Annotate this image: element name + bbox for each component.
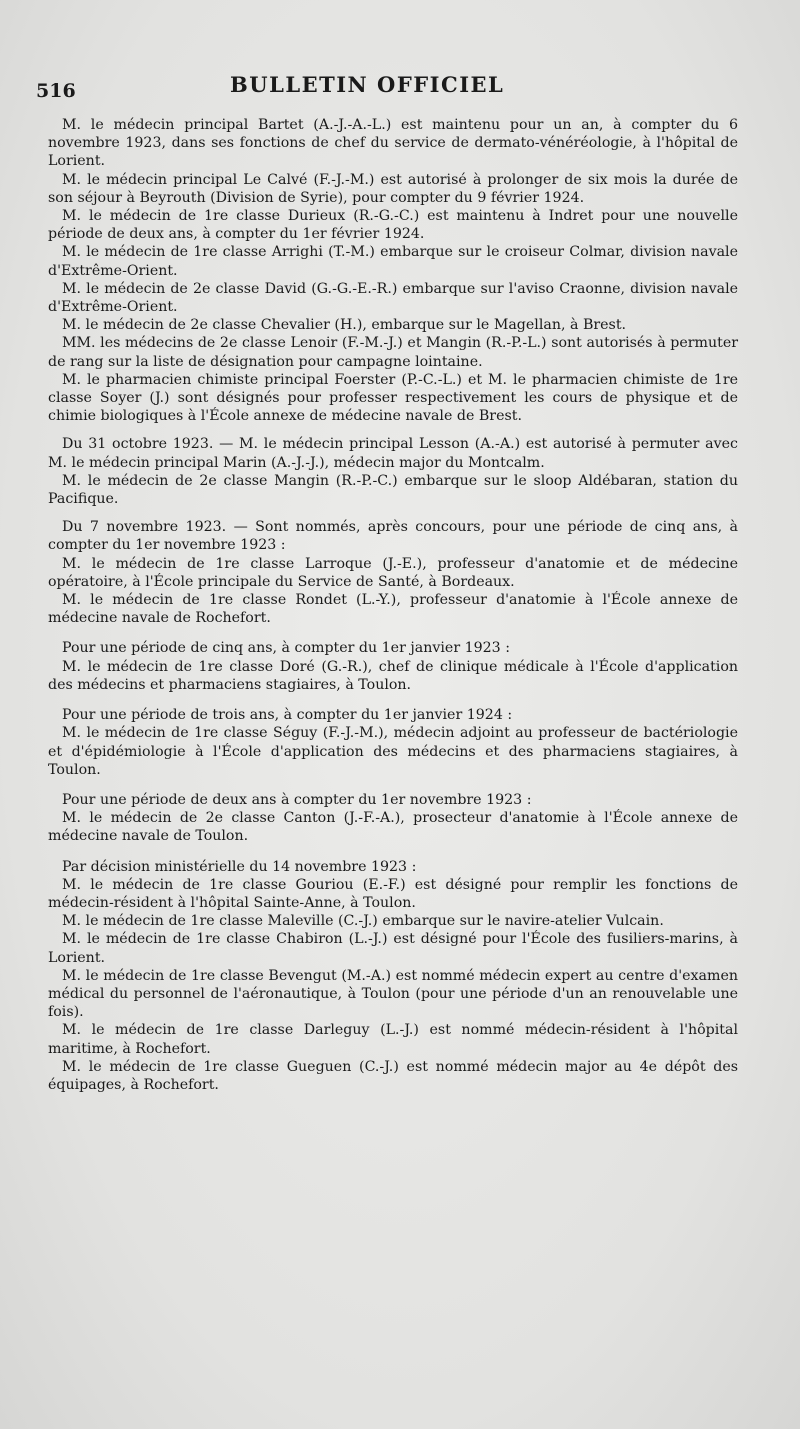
paragraph: M. le médecin de 1re classe Gueguen (C.-J.) est nommé médecin major au 4e dépôt des équipages, à Rochefort. — [48, 1058, 738, 1093]
paragraph: M. le médecin de 1re classe Séguy (F.-J.-M.), médecin adjoint au professeur de bactériologie et d'épidémiologie à l'École d'application des médecins et des pharmaciens stagiaires, à Toulon. — [48, 725, 738, 778]
paragraph: M. le médecin de 1re classe Gouriou (E.-F.) est désigné pour remplir les fonctions de médecin-résident à l'hôpital Sainte-Anne, à Toulon. — [48, 876, 738, 911]
paragraph: M. le médecin de 1re classe Bevengut (M.-A.) est nommé médecin expert au centre d'examen médical du personnel de l'aéronautique, à Toulon (pour une période d'un an renouvelable une fois). — [48, 967, 738, 1021]
section-heading: Pour une période de trois ans, à compter du 1er janvier 1924 : — [62, 707, 513, 724]
paragraph: MM. les médecins de 2e classe Lenoir (F.-M.-J.) et Mangin (R.-P.-L.) sont autorisés à permuter de rang sur la liste de désignation pour campagne lointaine. — [48, 335, 738, 370]
paragraph: M. le médecin de 2e classe Mangin (R.-P.-C.) embarque sur le sloop Aldébaran, station du Pacifique. — [48, 472, 738, 508]
paragraph: Du 7 novembre 1923. — Sont nommés, après concours, pour une période de cinq ans, à compter du 1er novembre 1923 : — [48, 519, 738, 554]
paragraph: M. le médecin de 1re classe Maleville (C.-J.) embarque sur le navire-atelier Vulcain. — [62, 913, 664, 930]
body-text — [48, 116, 738, 1094]
paragraph: M. le médecin de 2e classe Chevalier (H.), embarque sur le Magellan, à Brest. — [62, 317, 627, 334]
paragraph: M. le médecin de 1re classe Rondet (L.-Y.), professeur d'anatomie à l'École annexe de médecine navale de Rochefort. — [48, 592, 738, 627]
paragraph: M. le médecin de 1re classe Larroque (J.-E.), professeur d'anatomie et de médecine opératoire, à l'École principale du Service de Santé, à Bordeaux. — [48, 555, 738, 590]
paragraph: M. le médecin de 1re classe Durieux (R.-G.-C.) est maintenu à Indret pour une nouvelle période de deux ans, à compter du 1er février 1924. — [48, 208, 738, 243]
paragraph: Du 31 octobre 1923. — M. le médecin principal Lesson (A.-A.) est autorisé à permuter avec M. le médecin principal Marin (A.-J.-J.), médecin major du Montcalm. — [48, 436, 738, 471]
section-heading: Pour une période de deux ans à compter du 1er novembre 1923 : — [62, 791, 532, 808]
section-heading: Pour une période de cinq ans, à compter du 1er janvier 1923 : — [62, 640, 511, 657]
journal-title: BULLETIN OFFICIEL — [230, 72, 505, 97]
paragraph: M. le médecin principal Le Calvé (F.-J.-M.) est autorisé à prolonger de six mois la durée de son séjour à Beyrouth (Division de Syrie), pour compter du 9 février 1924. — [48, 171, 738, 206]
section-heading: Par décision ministérielle du 14 novembre 1923 : — [62, 858, 417, 875]
paragraph: M. le médecin de 1re classe Chabiron (L.-J.) est désigné pour l'École des fusiliers-marins, à Lorient. — [48, 931, 738, 966]
paragraph: M. le pharmacien chimiste principal Foerster (P.-C.-L.) et M. le pharmacien chimiste de 1re classe Soyer (J.) sont désignés pour professer respectivement les cours de physique et de chimie biologiques à l'École annexe de médecine navale de Brest. — [48, 371, 738, 425]
paragraph: M. le médecin de 1re classe Doré (G.-R.), chef de clinique médicale à l'École d'application des médecins et pharmaciens stagiaires, à Toulon. — [48, 658, 738, 693]
paragraph: M. le médecin principal Bartet (A.-J.-A.-L.) est maintenu pour un an, à compter du 6 novembre 1923, dans ses fonctions de chef du service de dermato-vénéréologie, à l'hôpital de Lorient. — [48, 117, 738, 170]
paragraph: M. le médecin de 2e classe Canton (J.-F.-A.), prosecteur d'anatomie à l'École annexe de médecine navale de Toulon. — [48, 810, 738, 845]
paragraph: M. le médecin de 2e classe David (G.-G.-E.-R.) embarque sur l'aviso Craonne, division navale d'Extrême-Orient. — [48, 280, 738, 316]
paragraph: M. le médecin de 1re classe Arrighi (T.-M.) embarque sur le croiseur Colmar, division navale d'Extrême-Orient. — [48, 244, 738, 279]
paragraph: M. le médecin de 1re classe Darleguy (L.-J.) est nommé médecin-résident à l'hôpital maritime, à Rochefort. — [48, 1022, 738, 1057]
page-header — [0, 66, 800, 106]
page-number: 516 — [36, 80, 76, 102]
